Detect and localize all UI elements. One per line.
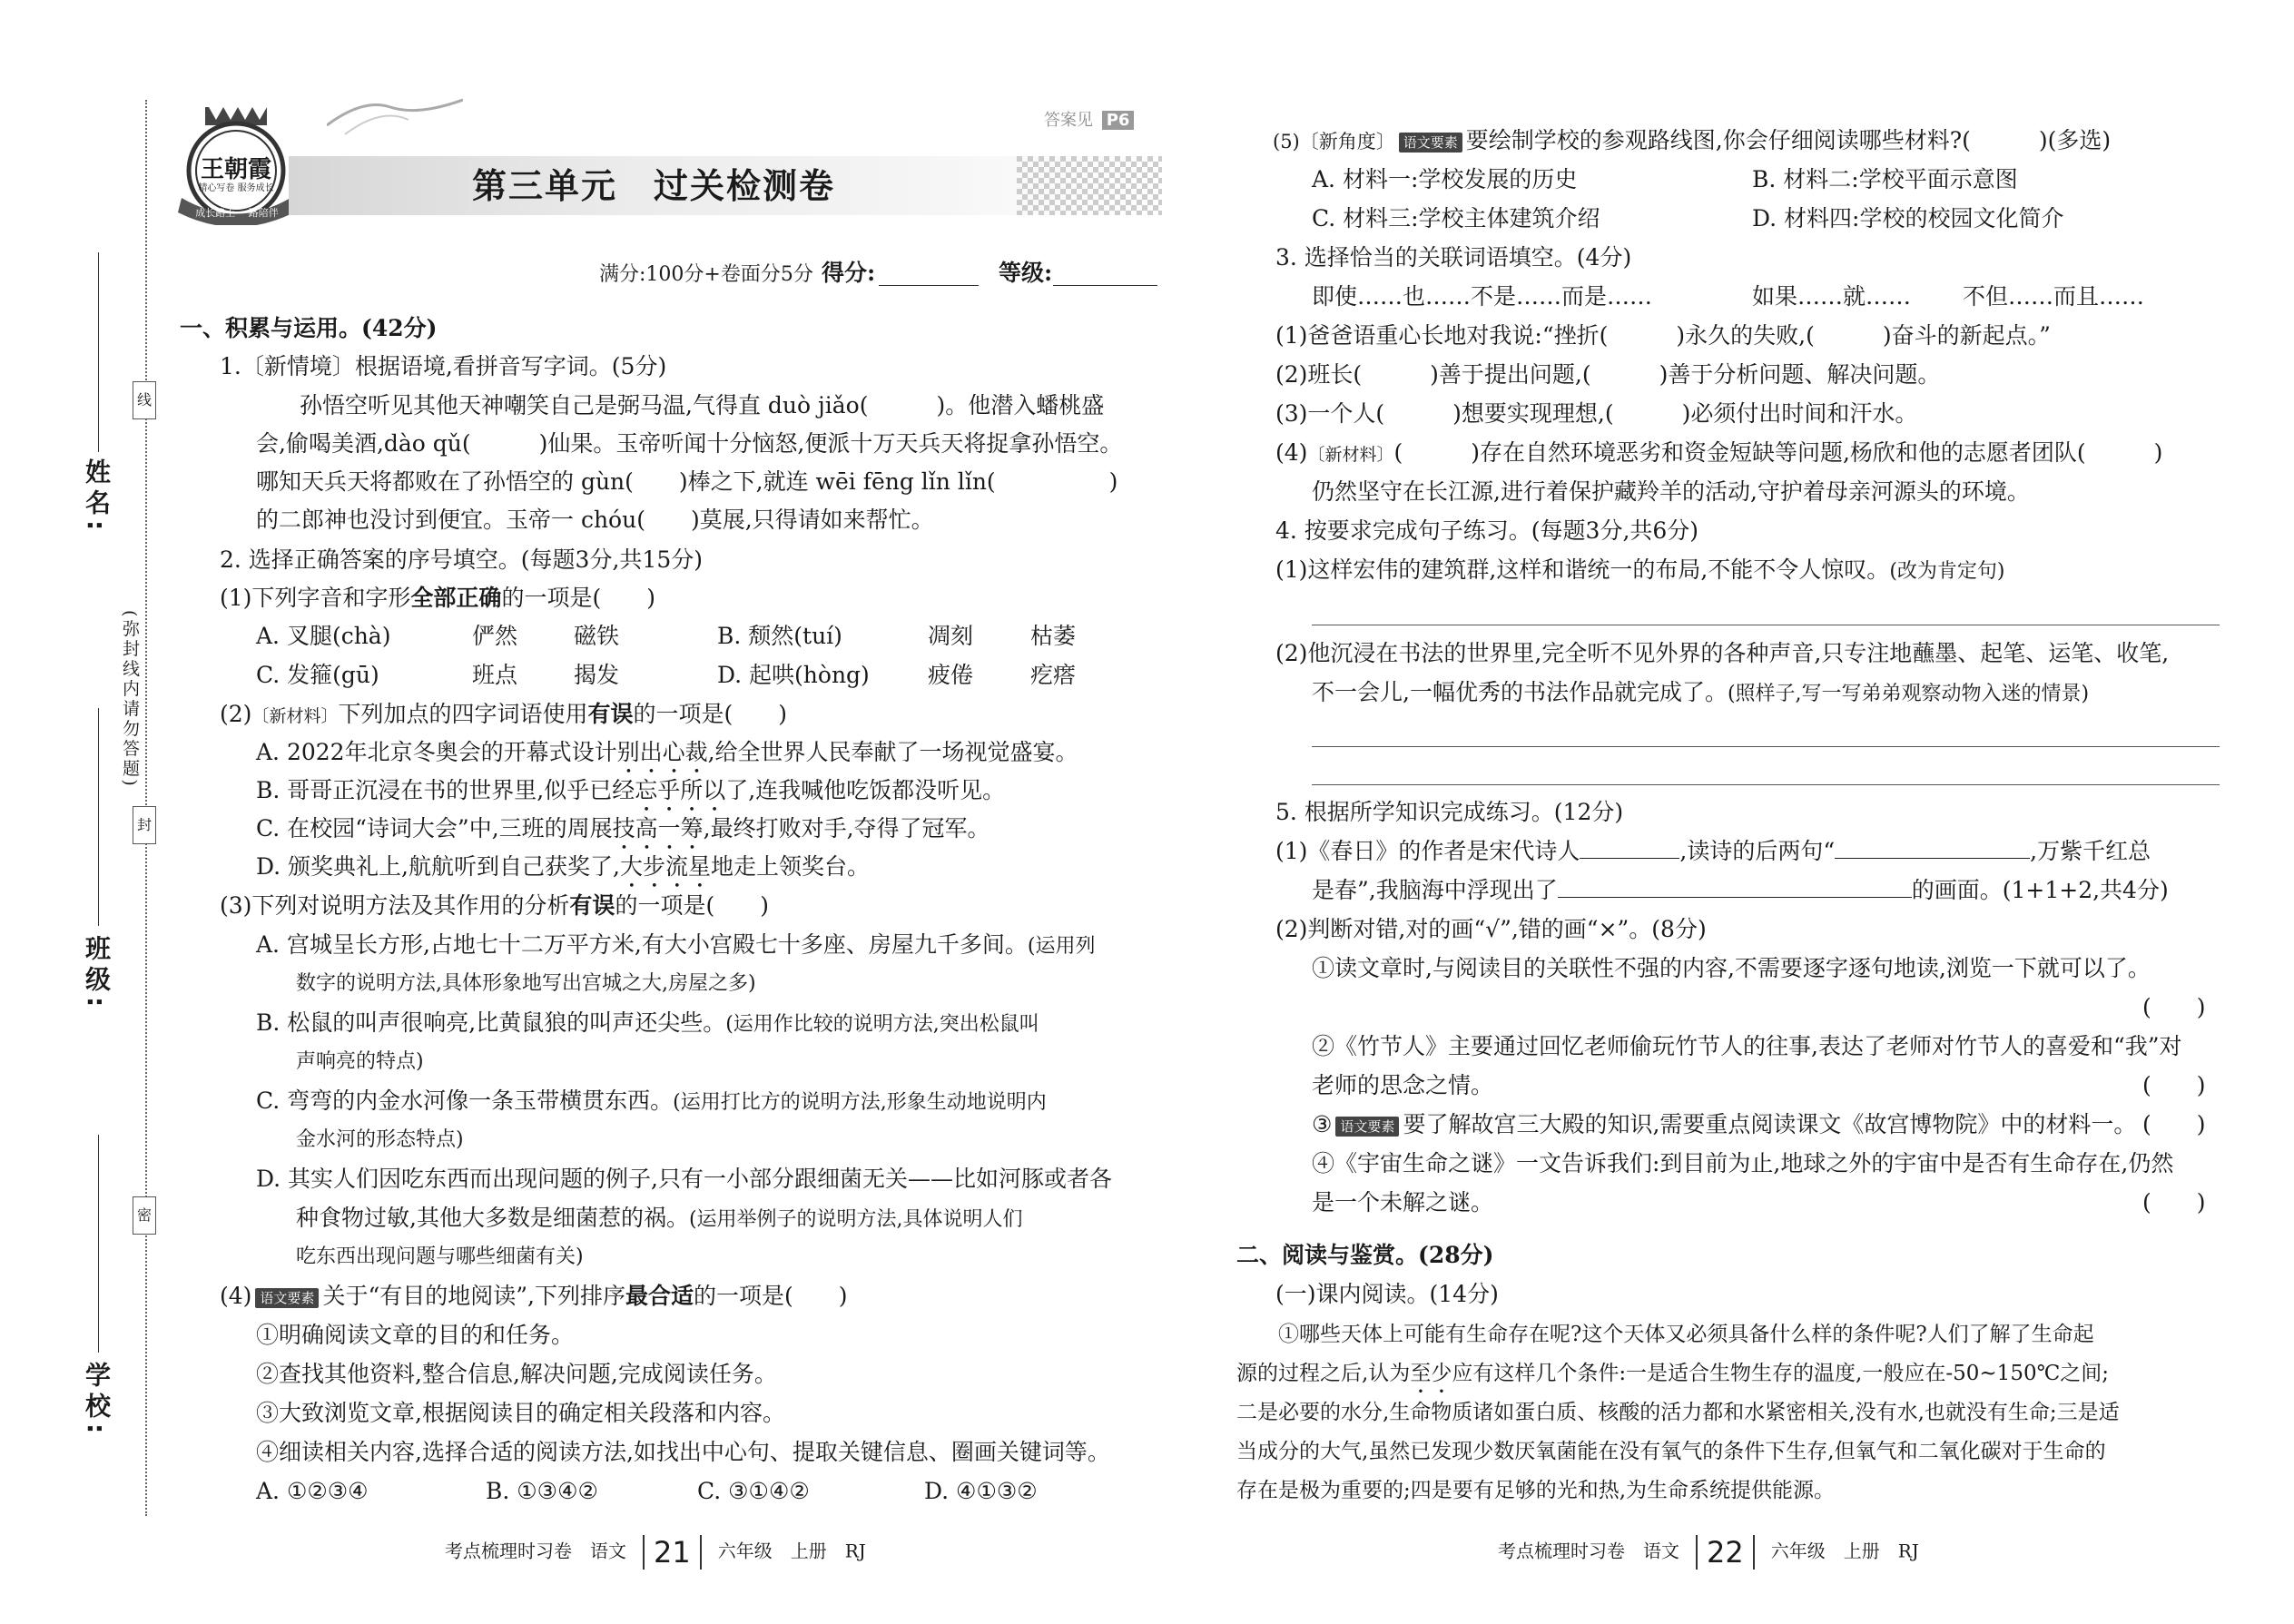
q2-3-stem-a: (3)下列对说明方法及其作用的分析 (220, 892, 570, 919)
q5-1-verse-blank[interactable] (1835, 838, 2030, 859)
q2-4-stem-bold: 最合适 (625, 1283, 694, 1309)
q2-2-d-dotted: 大步流星 (619, 853, 711, 880)
q2-4-stem-b: 关于“有目的地阅读”,下列排序 (322, 1283, 625, 1309)
logo-text: 王朝霞 (200, 156, 271, 183)
q2-3-stem-c: 的一项是( ) (615, 892, 769, 919)
q3-4-tag: 〔新材料〕 (1307, 445, 1394, 465)
q2-2-b-post: 了,连我喊他吃饭都没听见。 (725, 777, 1006, 803)
q2-4-stem-d: 的一项是( ) (693, 1283, 848, 1309)
q2-heading: 2. 选择正确答案的序号填空。(每题3分,共15分) (220, 546, 703, 573)
q2-4-step-1: ①明确阅读文章的目的和任务。 (256, 1322, 575, 1348)
q2-3-option-d-note-2: 吃东西出现问题与哪些细菌有关) (296, 1245, 584, 1268)
q2-1-stem (220, 583, 655, 614)
footer-left-grade: 六年级 上册 RJ (717, 1540, 866, 1562)
q4-2-answer-line-2[interactable] (1312, 784, 2220, 785)
q2-2-tag: 〔新材料〕 (251, 706, 339, 726)
q1-line-1: 孙悟空听见其他天神嘲笑自己是弼马温,气得直 duò jiǎo( )。他潜入蟠桃盛 (300, 392, 1105, 418)
q1-heading: 1.〔新情境〕根据语境,看拼音写字词。(5分) (220, 353, 667, 379)
q3-item-2: (2)班长( )善于提出问题,( )善于分析问题、解决问题。 (1275, 361, 1941, 388)
q2-4-num: (4) (220, 1283, 252, 1309)
q2-3-option-c-note-2: 金水河的形态特点) (296, 1128, 464, 1151)
q2-3-option-b-note-2: 声响亮的特点) (296, 1050, 424, 1073)
q2-4-option-d[interactable]: D. ④①③② (924, 1478, 1038, 1504)
q3-item-4 (1275, 438, 2162, 470)
q2-3-option-a-note-2: 数字的说明方法,具体形象地写出宫城之大,房屋之多) (296, 972, 756, 995)
q2-1-stem-bold: 全部正确 (410, 585, 502, 611)
section-1-heading: 一、积累与运用。(42分) (180, 315, 438, 341)
section-2-heading: 二、阅读与鉴赏。(28分) (1236, 1242, 1494, 1268)
q2-1-stem-a: (1)下列字音和字形 (220, 585, 411, 611)
q2-1-option-a-word2: 俨然 (472, 623, 518, 649)
passage-line-4: 当成分的大气,虽然已发现少数厌氧菌能在没有氧气的条件下生存,但氧气和二氧化碳对于生命的 (1236, 1440, 2106, 1463)
q2-5-option-b[interactable]: B. 材料二:学校平面示意图 (1752, 166, 2018, 192)
score-info: 满分:100分+卷面分5分 (599, 263, 813, 286)
judge-3 (1312, 1109, 2136, 1140)
q2-2-num: (2) (220, 701, 252, 727)
passage-line-3: 二是必要的水分,生命物质诸如蛋白质、核酸的活力都和水紧密相关,没有水,也就没有生命;三是适 (1236, 1401, 2120, 1424)
q2-3-c-text: C. 弯弯的内金水河像一条玉带横贯东西。 (256, 1088, 674, 1114)
q2-1-option-b[interactable]: B. 颓然(tuí) (717, 623, 842, 649)
q2-5-option-a[interactable]: A. 材料一:学校发展的历史 (1312, 166, 1578, 192)
q3-word-3: 如果……就…… (1752, 283, 1912, 310)
footer-left-book: 考点梳理时习卷 语文 (445, 1540, 626, 1562)
q2-2-d-post: 地走上领奖台。 (710, 853, 870, 880)
q2-1-option-c[interactable]: C. 发箍(gū) (256, 662, 379, 688)
q2-2-option-a[interactable] (256, 737, 1078, 779)
footer-right-book: 考点梳理时习卷 语文 (1498, 1540, 1679, 1562)
q3-item-4-line-2: 仍然坚守在长江源,进行着保护藏羚羊的活动,守护着母亲河源头的环境。 (1312, 478, 2030, 505)
q2-3-stem-bold: 有误 (569, 892, 615, 919)
footer-right-grade: 六年级 上册 RJ (1770, 1540, 1919, 1562)
judge-3-tag: 语文要素 (1335, 1117, 1399, 1137)
passage-2-dotted: 至少 (1410, 1362, 1452, 1385)
q5-heading: 5. 根据所学知识完成练习。(12分) (1275, 799, 1624, 825)
q2-3-option-d-line-2 (296, 1203, 1023, 1235)
q2-4-option-c[interactable]: C. ③①④② (697, 1478, 810, 1504)
q3-word-4: 不但……而且…… (1963, 283, 2145, 310)
q2-2-b-dotted: 忘乎所以 (635, 777, 726, 803)
q2-3-option-a[interactable] (256, 930, 1095, 962)
q5-1-text-e: 的画面。(1+1+2,共4分) (1911, 877, 2169, 903)
score-field[interactable] (879, 285, 979, 286)
page-title: 第三单元 过关检测卷 (472, 166, 836, 206)
q4-1-note: (改为肯定句) (1889, 560, 2005, 583)
q3-heading: 3. 选择恰当的关联词语填空。(4分) (1275, 244, 1632, 271)
footer-right-page-number: 22 (1696, 1535, 1755, 1570)
q2-1-option-a[interactable]: A. 叉腿(chà) (256, 623, 391, 649)
q2-4-tag: 语文要素 (255, 1288, 319, 1308)
q3-item-1: (1)爸爸语重心长地对我说:“挫折( )永久的失败,( )奋斗的新起点。” (1275, 322, 2051, 349)
school-field[interactable] (98, 1135, 99, 1353)
judge-1-paren[interactable]: ( ) (2142, 994, 2206, 1020)
q4-2-note: (照样子,写一写弟弟观察动物入迷的情景) (1727, 683, 2090, 705)
logo-slogan: 成长路上 一路陪伴 (195, 207, 279, 219)
q1-line-4: 的二郎神也没讨到便宜。玉帝一 chóu( )莫展,只得请如来帮忙。 (256, 507, 934, 533)
judge-3-num: ③ (1312, 1111, 1333, 1137)
q2-1-option-d-word3: 疙瘩 (1030, 662, 1077, 688)
q3-4-tag-text: 新材料 (1324, 445, 1377, 465)
q2-1-option-d-word2: 疲倦 (928, 662, 974, 688)
q2-2-a-post: ,给全世界人民奉献了一场视觉盛宴。 (707, 739, 1078, 765)
class-field[interactable] (98, 708, 99, 926)
q5-2-heading: (2)判断对错,对的画“√”,错的画“×”。(8分) (1275, 916, 1707, 942)
q2-1-option-d[interactable]: D. 起哄(hòng) (717, 662, 870, 688)
q2-3-c-note: (运用打比方的说明方法,形象生动地说明内 (673, 1091, 1047, 1114)
q2-2-a-pre: A. 2022年北京冬奥会的开幕式设计 (256, 739, 617, 765)
q4-1-text: (1)这样宏伟的建筑群,这样和谐统一的布局,不能不令人惊叹。 (1275, 556, 1890, 583)
q2-4-step-2: ②查找其他资料,整合信息,解决问题,完成阅读任务。 (256, 1361, 777, 1387)
q2-1-option-a-word3: 磁铁 (574, 623, 620, 649)
judge-1: ①读文章时,与阅读目的关联性不强的内容,不需要逐字逐句地读,浏览一下就可以了。 (1312, 955, 2151, 981)
q2-3-d-note: (运用举例子的说明方法,具体说明人们 (688, 1208, 1023, 1231)
class-label: 班级: (82, 935, 112, 1013)
q4-item-2-line-1: (2)他沉浸在书法的世界里,完全听不见外界的各种声音,只专注地蘸墨、起笔、运笔、收笔, (1275, 640, 2170, 666)
footer-left-page-number: 21 (643, 1535, 702, 1570)
q4-2-answer-line-1[interactable] (1312, 746, 2220, 747)
q2-2-tag-text: 新材料 (269, 706, 321, 726)
judge-3-paren[interactable]: ( ) (2142, 1111, 2206, 1137)
q2-3-b-text: B. 松鼠的叫声很响亮,比黄鼠狼的叫声还尖些。 (256, 1009, 726, 1036)
q4-item-2-line-2 (1312, 677, 2089, 710)
q2-4-option-b[interactable]: B. ①③④② (486, 1478, 598, 1504)
footer-left (445, 1535, 866, 1570)
q2-3-option-d[interactable]: D. 其实人们因吃东西而出现问题的例子,只有一小部分跟细菌无关——比如河豚或者各 (256, 1166, 1112, 1192)
judge-2-paren[interactable]: ( ) (2142, 1072, 2206, 1098)
q2-3-a-text: A. 宫城呈长方形,占地七十二万平方米,有大小宫殿七十多座、房屋九千多间。 (256, 931, 1028, 958)
binding-mark-mi: 密 (133, 1196, 156, 1235)
q5-1-poet-blank[interactable] (1580, 838, 1679, 859)
passage-line-1: ①哪些天体上可能有生命存在呢?这个天体又必须具备什么样的条件呢?人们了解了生命起 (1278, 1323, 2094, 1346)
q3-4-text: ( )存在自然环境恶劣和资金短缺等问题,杨欣和他的志愿者团队( ) (1393, 439, 2163, 466)
binding-mark-feng: 封 (133, 806, 156, 844)
q2-5-option-c[interactable]: C. 材料三:学校主体建筑介绍 (1312, 205, 1600, 231)
q2-2-stem (220, 699, 787, 732)
q2-3-d-text: 种食物过敏,其他大多数是细菌惹的祸。 (296, 1205, 689, 1231)
q2-2-option-c[interactable] (256, 813, 990, 855)
q2-3-stem (220, 891, 769, 921)
q3-4-num: (4) (1275, 439, 1308, 466)
q2-3-option-b[interactable] (256, 1008, 1039, 1040)
q5-1-line-2 (1312, 875, 2169, 906)
q2-4-option-a[interactable]: A. ①②③④ (256, 1478, 369, 1504)
q3-item-3: (3)一个人( )想要实现理想,( )必须付出时间和汗水。 (1275, 400, 1918, 427)
q2-4-stem (220, 1281, 847, 1312)
q2-2-option-b[interactable] (256, 775, 1005, 817)
q2-5-num: (5)〔新角度〕 (1273, 131, 1395, 153)
name-field[interactable] (98, 252, 99, 452)
judge-2-line-2: 老师的思念之情。 (1312, 1072, 1494, 1098)
q2-2-c-dotted: 技高一筹 (612, 815, 704, 842)
q3-word-2: 不是……而是…… (1471, 283, 1653, 310)
q4-2-text: 不一会儿,一幅优秀的书法作品就完成了。 (1312, 679, 1728, 705)
score-label: 得分: (822, 260, 876, 286)
judge-3-text: 要了解故宫三大殿的知识,需要重点阅读课文《故宫博物院》中的材料一。 (1403, 1111, 2137, 1137)
q2-1-option-b-word3: 枯萎 (1030, 623, 1077, 649)
q2-2-a-dotted: 别出心裁 (616, 739, 708, 765)
q5-1-text-d: 是春”,我脑海中浮现出了 (1312, 877, 1558, 903)
grade-field[interactable] (1053, 285, 1157, 286)
q2-2-stem-bold: 有误 (587, 701, 634, 727)
q2-2-stem-d: 的一项是( ) (633, 701, 788, 727)
q5-1-text-a: (1)《春日》的作者是宋代诗人 (1275, 838, 1580, 864)
q2-2-d-pre: D. 颁奖典礼上,航航听到自己获奖了, (256, 853, 620, 880)
passage-2b: 应有这样几个条件:一是适合生物生存的温度,一般应在-50~150℃之间; (1452, 1362, 2110, 1385)
answer-page-badge: P6 (1102, 111, 1135, 130)
grade-label: 等级: (999, 260, 1053, 286)
q3-word-1: 即使……也…… (1312, 283, 1472, 310)
judge-4-line-1: ④《宇宙生命之谜》一文告诉我们:到目前为止,地球之外的宇宙中是否有生命存在,仍然 (1312, 1150, 2174, 1176)
passage-2a: 源的过程之后,认为 (1236, 1362, 1411, 1385)
q5-1-text-b: ,读诗的后两句“ (1679, 838, 1836, 864)
q1-line-2: 会,偷喝美酒,dào qǔ( )仙果。玉帝听闻十分恼怒,便派十万天兵天将捉拿孙悟空。 (256, 430, 1123, 457)
q2-5-tag: 语文要素 (1399, 133, 1462, 153)
q2-1-option-c-word3: 揭发 (574, 662, 620, 688)
q2-2-option-d[interactable] (256, 851, 870, 893)
q2-2-c-post: ,最终打败对手,夺得了冠军。 (703, 815, 990, 842)
q2-1-option-c-word2: 班点 (472, 662, 518, 688)
publisher-logo (172, 107, 300, 225)
q2-5-option-d[interactable]: D. 材料四:学校的校园文化简介 (1752, 205, 2064, 231)
q5-1-text-c: ,万紫千红总 (2030, 838, 2151, 864)
q2-3-a-note: (运用列 (1027, 935, 1096, 958)
logo-subtext: 精心写卷 服务成长 (198, 183, 274, 193)
q2-4-step-4: ④细读相关内容,选择合适的阅读方法,如找出中心句、提取关键信息、圈画关键词等。 (256, 1439, 1110, 1465)
judge-4-line-2: 是一个未解之谜。 (1312, 1189, 1494, 1216)
school-label: 学校: (82, 1362, 112, 1440)
q2-4-step-3: ③大致浏览文章,根据阅读目的确定相关段落和内容。 (256, 1400, 785, 1426)
binding-mark-xian: 线 (133, 381, 156, 419)
q2-3-b-note: (运用作比较的说明方法,突出松鼠叫 (725, 1013, 1039, 1036)
q1-line-3: 哪知天兵天将都败在了孙悟空的 gùn( )棒之下,就连 wēi fēng lǐn lǐn( ) (256, 468, 1118, 495)
passage-line-5: 存在是极为重要的;四是要有足够的光和热,为生命系统提供能源。 (1236, 1479, 1836, 1502)
judge-4-paren[interactable]: ( ) (2142, 1189, 2206, 1216)
q5-1-scene-blank[interactable] (1558, 877, 1912, 898)
q4-item-1 (1275, 555, 2004, 587)
q2-2-c-pre: C. 在校园“诗词大会”中,三班的周展 (256, 815, 613, 842)
no-answer-note: (弥封线内请勿答题) (120, 610, 140, 789)
reading-1-heading: (一)课内阅读。(14分) (1275, 1281, 1499, 1307)
checker-pattern-icon (1017, 156, 1162, 215)
q2-1-stem-c: 的一项是( ) (501, 585, 655, 611)
q2-1-option-b-word2: 凋刻 (928, 623, 974, 649)
q4-heading: 4. 按要求完成句子练习。(每题3分,共6分) (1275, 517, 1699, 544)
footer-right (1498, 1535, 1919, 1570)
name-label: 姓名: (82, 458, 112, 536)
ribbon-decoration-icon (327, 89, 463, 143)
q5-1-line-1 (1275, 836, 2151, 867)
q2-2-stem-b: 下列加点的四字词语使用 (338, 701, 588, 727)
q2-2-b-pre: B. 哥哥正沉浸在书的世界里,似乎已经 (256, 777, 635, 803)
judge-2-line-1: ②《竹节人》主要通过回忆老师偷玩竹节人的往事,表达了老师对竹节人的喜爱和“我”对 (1312, 1033, 2182, 1059)
answer-ref-text: 答案见 (1044, 111, 1093, 130)
answer-reference (1044, 107, 1134, 131)
q2-5-stem-b: 要绘制学校的参观路线图,你会仔细阅读哪些材料?( )(多选) (1465, 127, 2112, 153)
q2-3-option-c[interactable] (256, 1086, 1047, 1118)
passage-line-2 (1236, 1358, 2109, 1398)
q2-5-stem (1273, 125, 2111, 157)
